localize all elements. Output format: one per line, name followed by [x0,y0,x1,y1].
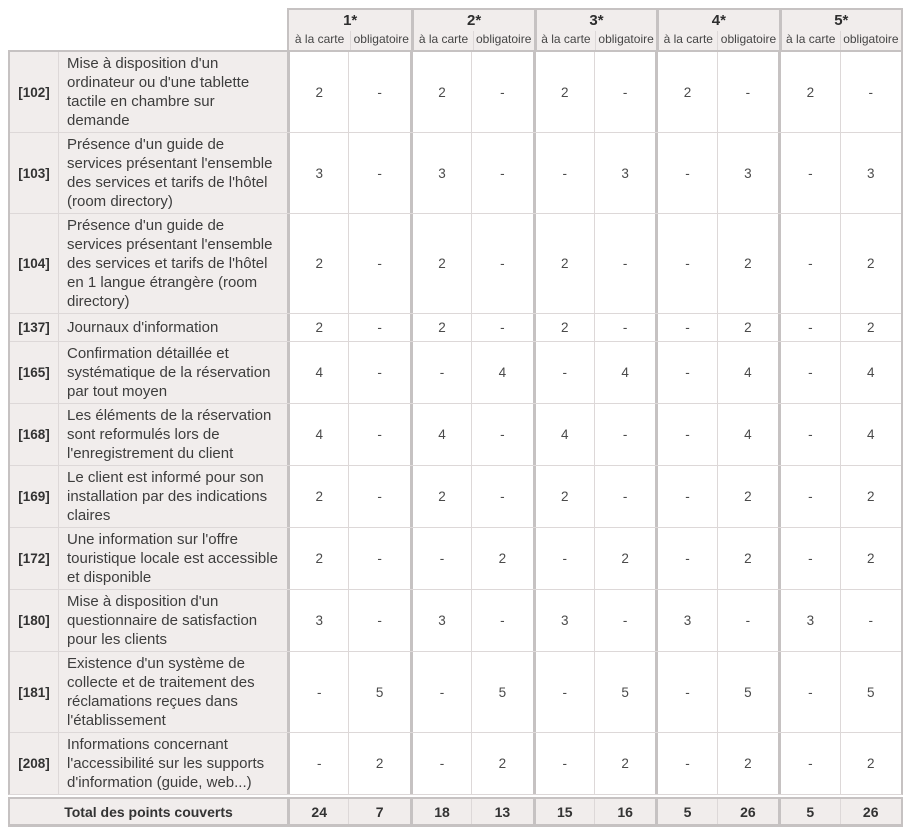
criterion-label: Mise à disposition d'un questionnaire de satisfaction pour les clients [58,590,287,651]
subheader-cell: obligatoire [840,31,901,50]
points-cell: - [717,52,778,132]
points-cell: - [410,342,471,403]
points-cell: - [533,133,594,213]
points-cell: - [655,314,716,341]
points-cell: - [594,404,655,465]
points-cell: - [287,733,348,794]
totals-label: Total des points couverts [64,803,233,820]
points-cell: - [655,133,716,213]
points-cell: 3 [655,590,716,651]
points-cell: 2 [717,733,778,794]
points-cell: 2 [410,214,471,313]
subheader-cell: obligatoire [473,31,534,50]
points-cell: 5 [840,652,901,732]
points-cell: - [594,466,655,527]
points-cell: 4 [471,342,532,403]
total-points-cell: 13 [471,799,532,824]
points-cell: 4 [840,404,901,465]
points-cell: - [348,214,409,313]
points-cell: 4 [533,404,594,465]
criteria-row [10,651,901,732]
points-cell: 2 [655,52,716,132]
points-cell: 4 [594,342,655,403]
subheader-cell: à la carte [294,32,345,46]
points-cell: 4 [287,342,348,403]
points-cell: 2 [287,52,348,132]
star-group-label: 2* [411,10,533,31]
points-cell: 2 [348,733,409,794]
points-cell: 5 [594,652,655,732]
star-group-label: 4* [656,10,778,31]
criterion-id: [169] [10,466,58,527]
criteria-row [10,132,901,213]
criteria-row [10,465,901,527]
criteria-row [10,213,901,313]
points-cell: 2 [533,466,594,527]
criterion-id: [165] [10,342,58,403]
points-cell: - [655,528,716,589]
points-cell: - [655,652,716,732]
points-cell: 3 [717,133,778,213]
criteria-row [10,589,901,651]
points-cell: - [471,466,532,527]
header-row [287,8,903,50]
criterion-id: [104] [10,214,58,313]
points-cell: 4 [287,404,348,465]
total-points-cell: 26 [840,799,901,824]
criterion-label: Une information sur l'offre touristique locale est accessible et disponible [58,528,287,589]
points-cell: - [655,404,716,465]
points-cell: 3 [840,133,901,213]
criterion-id: [102] [10,52,58,132]
points-cell: - [778,404,839,465]
criterion-label: Présence d'un guide de services présentant l'ensemble des services et tarifs de l'hôtel en 1 langue étrangère (room directory) [58,214,287,313]
points-cell: - [717,590,778,651]
subheader-cell: à la carte [411,31,472,50]
criterion-label: Existence d'un système de collecte et de traitement des réclamations reçues dans l'établissement [58,652,287,732]
points-cell: 2 [533,314,594,341]
total-points-cell: 7 [348,799,409,824]
criterion-label: Les éléments de la réservation sont reformulés lors de l'enregistrement du client [58,404,287,465]
points-cell: - [655,342,716,403]
points-cell: - [533,652,594,732]
points-cell: - [410,652,471,732]
points-cell: 4 [840,342,901,403]
points-cell: - [471,590,532,651]
points-cell: - [778,214,839,313]
points-cell: 2 [717,214,778,313]
points-cell: - [594,314,655,341]
points-cell: - [594,214,655,313]
criteria-row [10,403,901,465]
points-cell: - [778,133,839,213]
points-cell: 2 [840,528,901,589]
points-cell: 2 [410,52,471,132]
criterion-label: Journaux d'information [58,314,287,341]
points-cell: 2 [840,314,901,341]
criteria-row [10,527,901,589]
points-cell: - [778,733,839,794]
points-cell: 2 [471,528,532,589]
points-cell: 2 [840,214,901,313]
criterion-id: [180] [10,590,58,651]
points-cell: 2 [410,314,471,341]
points-cell: - [778,652,839,732]
criterion-label: Présence d'un guide de services présentant l'ensemble des services et tarifs de l'hôtel (room directory) [58,133,287,213]
points-cell: - [348,52,409,132]
table-body [8,50,903,795]
total-points-cell: 26 [717,799,778,824]
criterion-id: [168] [10,404,58,465]
points-cell: - [410,733,471,794]
criterion-label: Mise à disposition d'un ordinateur ou d'une tablette tactile en chambre sur demande [58,52,287,132]
subheader-cell: à la carte [779,31,840,50]
total-points-cell: 15 [533,799,594,824]
criterion-id: [208] [10,733,58,794]
criterion-id: [103] [10,133,58,213]
points-cell: - [655,733,716,794]
star-group-label: 1* [343,12,358,29]
points-cell: 2 [287,214,348,313]
points-cell: 2 [717,528,778,589]
points-cell: - [840,52,901,132]
points-cell: - [840,590,901,651]
criterion-id: [181] [10,652,58,732]
criterion-id: [137] [10,314,58,341]
total-points-cell: 18 [410,799,471,824]
points-cell: 2 [533,214,594,313]
points-cell: - [778,528,839,589]
points-cell: - [471,133,532,213]
points-cell: - [348,342,409,403]
points-cell: - [778,342,839,403]
points-cell: 2 [410,466,471,527]
points-cell: 2 [471,733,532,794]
points-cell: 2 [717,466,778,527]
points-cell: - [594,52,655,132]
points-cell: - [348,528,409,589]
points-cell: 4 [410,404,471,465]
total-points-cell: 5 [655,799,716,824]
criterion-label: Le client est informé pour son installation par des indications claires [58,466,287,527]
criteria-row [10,52,901,132]
points-cell: 3 [594,133,655,213]
points-cell: - [778,466,839,527]
points-cell: 5 [471,652,532,732]
points-cell: - [348,466,409,527]
points-cell: - [533,528,594,589]
points-cell: - [348,404,409,465]
criteria-row [10,341,901,403]
points-cell: 2 [717,314,778,341]
totals-row [8,797,903,827]
points-cell: 2 [840,733,901,794]
total-points-cell: 16 [594,799,655,824]
points-cell: - [778,314,839,341]
points-cell: - [594,590,655,651]
points-cell: 2 [778,52,839,132]
points-cell: - [471,314,532,341]
points-cell: 4 [717,404,778,465]
points-cell: 3 [410,590,471,651]
points-cell: - [348,314,409,341]
criteria-row [10,732,901,794]
points-cell: 3 [778,590,839,651]
points-cell: 3 [287,590,348,651]
subheader-cell: obligatoire [350,31,411,50]
points-cell: - [533,342,594,403]
points-cell: - [471,404,532,465]
points-cell: 5 [348,652,409,732]
points-cell: - [471,214,532,313]
points-cell: - [471,52,532,132]
criterion-label: Confirmation détaillée et systématique de la réservation par tout moyen [58,342,287,403]
points-cell: - [533,733,594,794]
points-cell: - [410,528,471,589]
points-cell: - [655,214,716,313]
points-cell: 3 [410,133,471,213]
points-cell: - [655,466,716,527]
points-cell: 2 [840,466,901,527]
criterion-label: Informations concernant l'accessibilité sur les supports d'information (guide, web...) [58,733,287,794]
subheader-cell: à la carte [656,31,717,50]
points-cell: - [348,590,409,651]
points-cell: - [287,652,348,732]
criterion-id: [172] [10,528,58,589]
points-cell: - [348,133,409,213]
points-cell: 2 [287,466,348,527]
points-cell: 2 [287,528,348,589]
points-cell: 2 [287,314,348,341]
points-cell: 2 [533,52,594,132]
criteria-row [10,313,901,341]
subheader-cell: obligatoire [595,31,656,50]
subheader-cell: à la carte [534,31,595,50]
points-cell: 4 [717,342,778,403]
points-cell: 3 [287,133,348,213]
star-group-label: 5* [779,10,901,31]
points-cell: 5 [717,652,778,732]
points-cell: 2 [594,733,655,794]
total-points-cell: 5 [778,799,839,824]
total-points-cell: 24 [287,799,348,824]
points-cell: 3 [533,590,594,651]
subheader-cell: obligatoire [717,31,778,50]
points-cell: 2 [594,528,655,589]
star-group-label: 3* [534,10,656,31]
